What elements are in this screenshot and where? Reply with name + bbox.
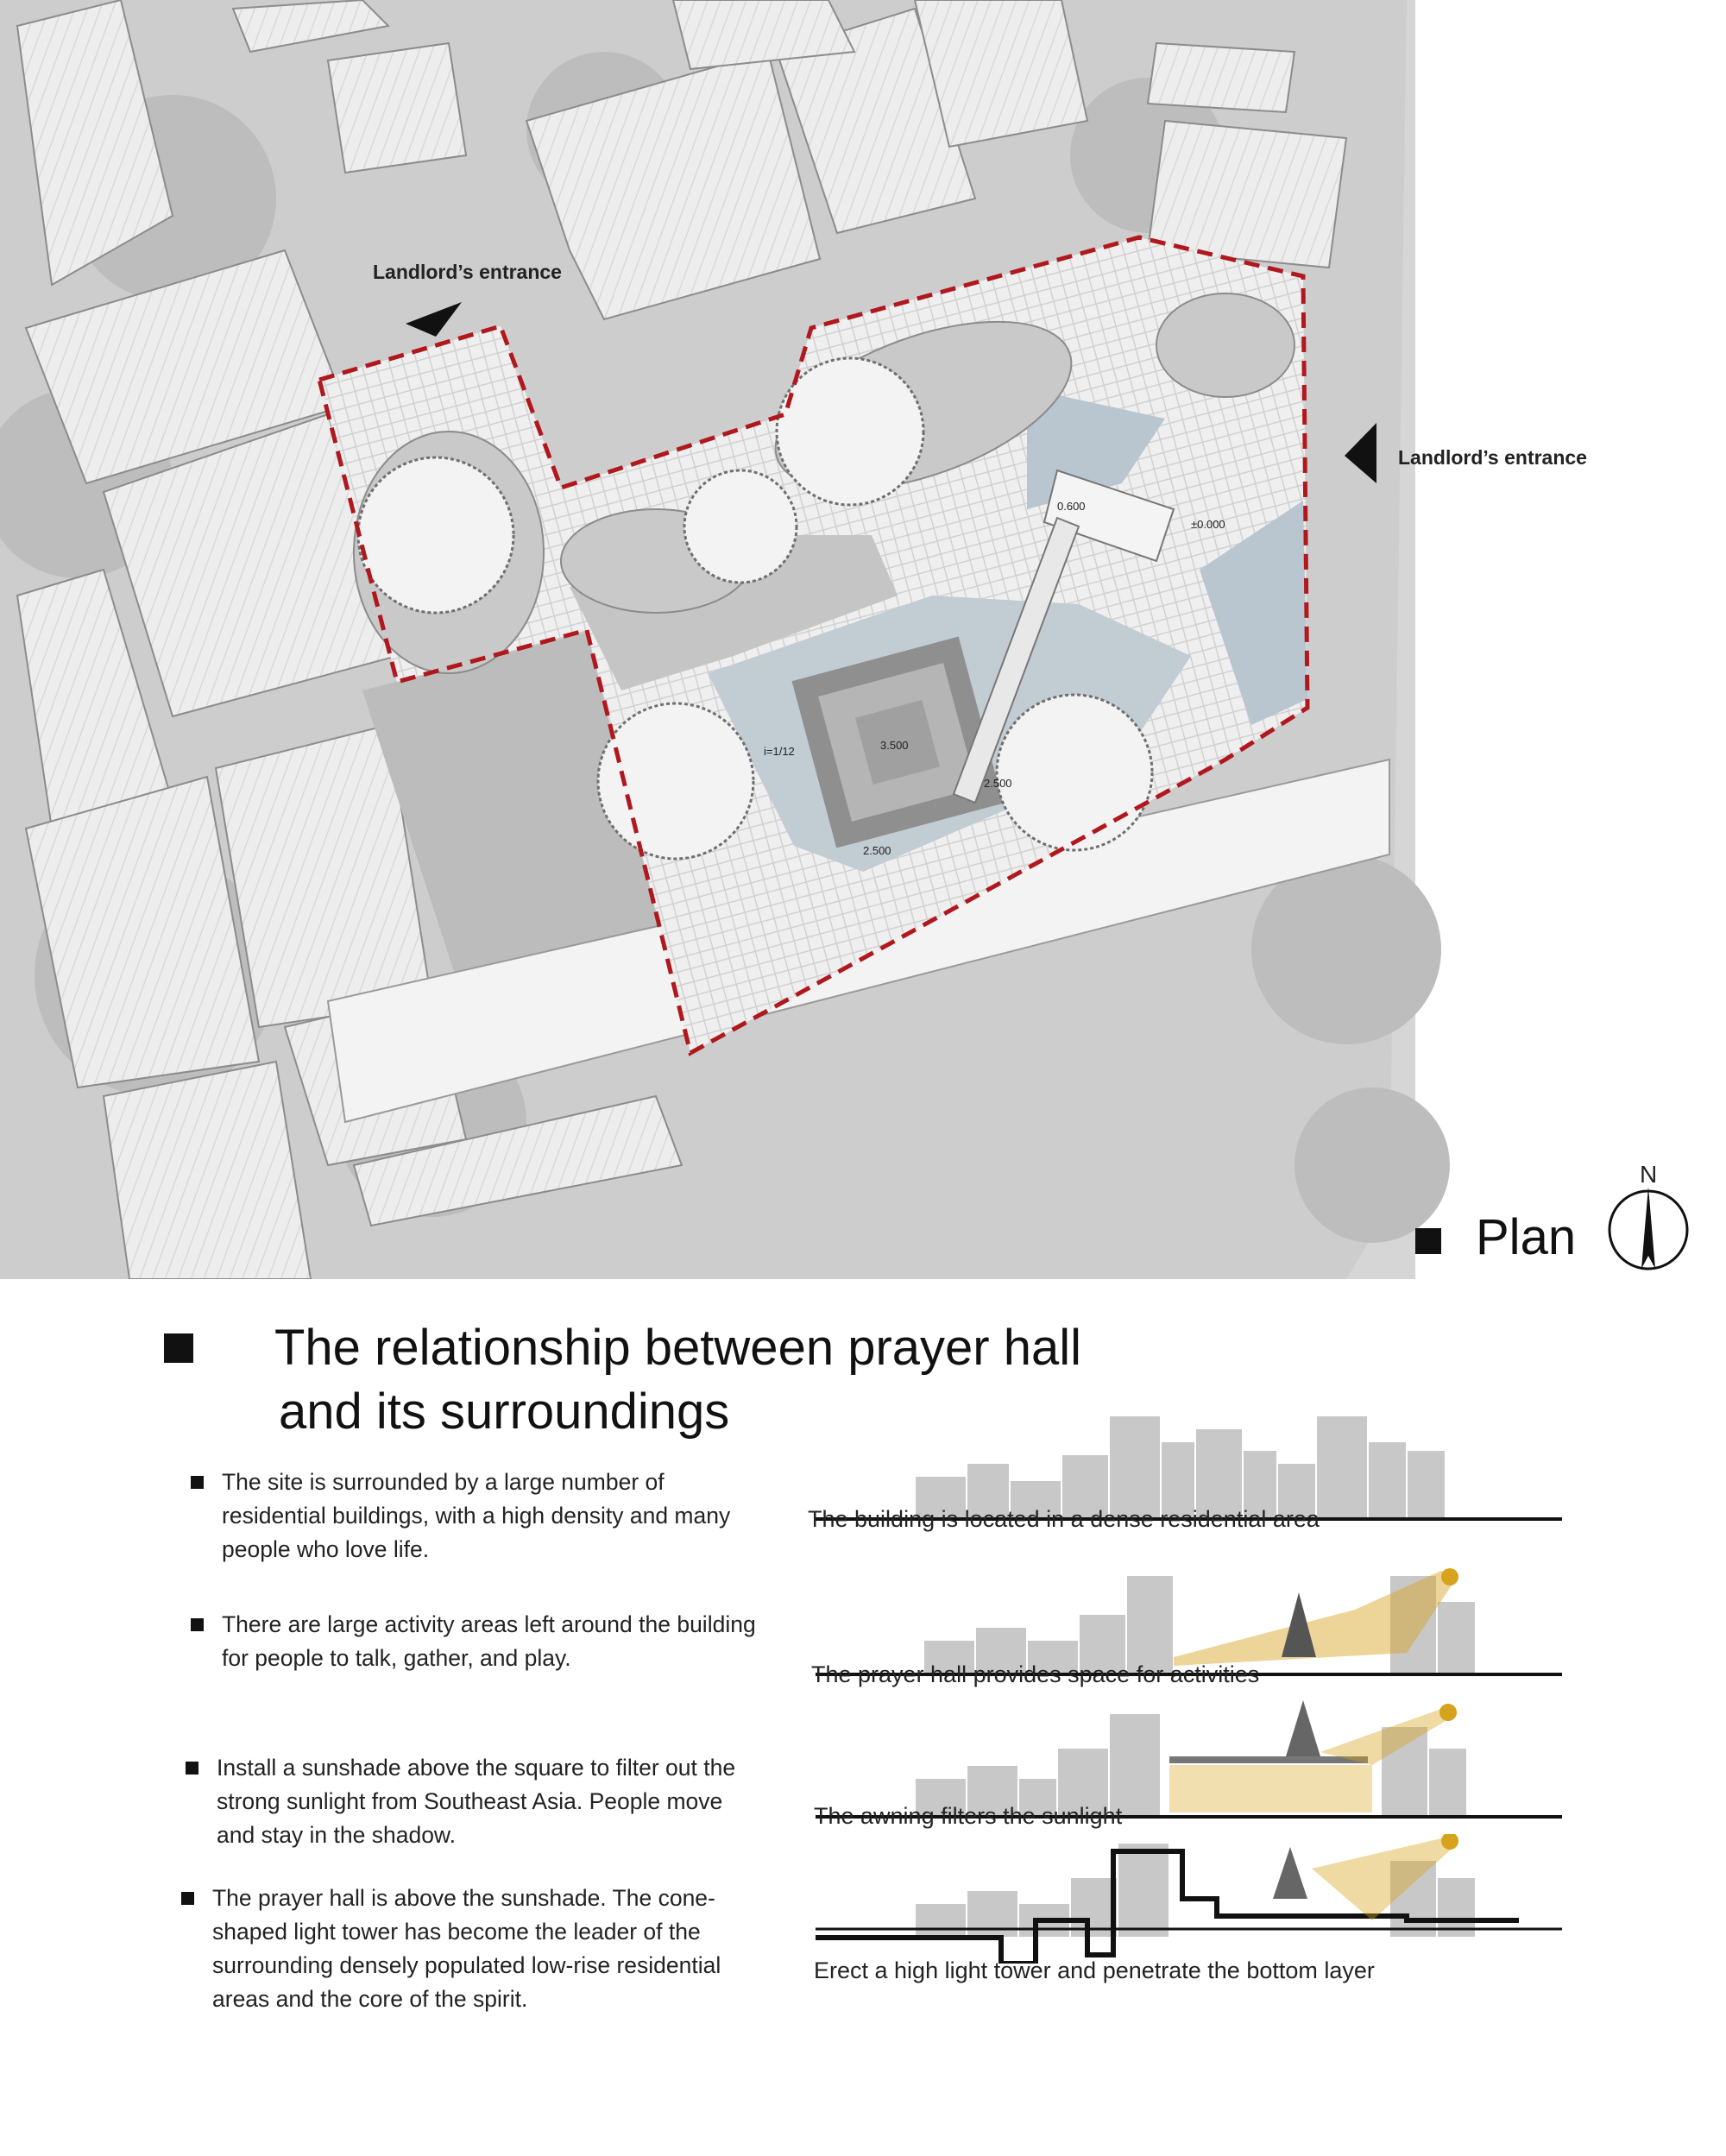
level-label: 3.500	[880, 739, 909, 752]
point-text: Install a sunshade above the square to filter out the strong sunlight from Southeast Asia. People move and stay in the shadow.	[217, 1755, 736, 1848]
tree	[777, 358, 923, 505]
point-text: There are large activity areas left around the building for people to talk, gather, and play.	[222, 1611, 756, 1671]
bullet-square-icon	[1415, 1228, 1441, 1254]
tree	[997, 695, 1152, 850]
section-title-line2: and its surroundings	[279, 1384, 730, 1440]
bullet-square-icon	[191, 1618, 204, 1631]
point-item	[217, 1751, 752, 1852]
bullet-square-icon	[181, 1892, 194, 1905]
level-label: ±0.000	[1191, 518, 1225, 531]
diagram-caption: The building is located in a dense residential area	[808, 1506, 1320, 1532]
point-item	[212, 1882, 747, 2016]
level-label: 2.500	[984, 777, 1012, 790]
tree	[598, 703, 753, 859]
diagram-caption: The awning filters the sunlight	[814, 1803, 1123, 1829]
bullet-square-icon	[191, 1476, 204, 1489]
section-title-line1: The relationship between prayer hall	[274, 1320, 1081, 1376]
point-text: The prayer hall is above the sunshade. The cone-shaped light tower has become the leader of the surrounding densely populated low-rise residential areas and the core of the spirit.	[212, 1885, 721, 2012]
slope-label: i=1/12	[764, 745, 795, 758]
entrance-label-left: Landlord’s entrance	[373, 261, 562, 283]
diagram-caption: The prayer hall provides space for activities	[811, 1661, 1260, 1687]
entrance-label-right: Landlord’s entrance	[1398, 446, 1587, 469]
section-diagram-4	[803, 1834, 1579, 1964]
point-item	[222, 1608, 757, 1675]
level-label: 0.600	[1057, 500, 1086, 513]
point-text: The site is surrounded by a large number of residential buildings, with a high density and many people who love life.	[222, 1469, 731, 1562]
plan-title	[1415, 1208, 1576, 1266]
diagram-caption: Erect a high light tower and penetrate the bottom layer	[814, 1957, 1375, 1983]
section-bullet-icon	[164, 1333, 193, 1363]
bullet-square-icon	[186, 1762, 198, 1775]
level-label: 2.500	[863, 844, 891, 857]
tree	[684, 470, 797, 583]
sun-icon	[1441, 1568, 1458, 1585]
point-item	[222, 1466, 757, 1567]
north-label: N	[1640, 1161, 1658, 1188]
tree	[358, 457, 513, 613]
sun-icon	[1439, 1704, 1457, 1721]
plan-title-text: Plan	[1476, 1209, 1577, 1265]
